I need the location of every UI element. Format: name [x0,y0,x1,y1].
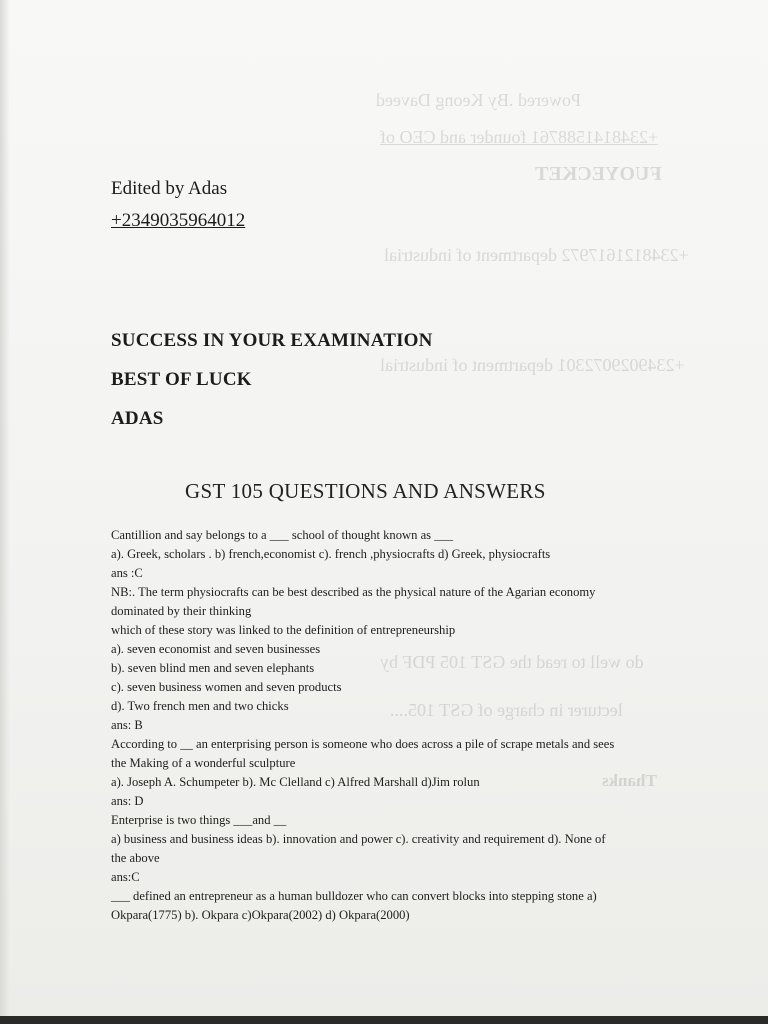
answer-option: c). seven business women and seven products [111,680,342,694]
question-text: Cantillion and say belongs to a ___ school of thought known as ___ [111,528,454,542]
bleed-through-text: +2349029072301 department of industrial [380,355,685,375]
question-text: Enterprise is two things ___and __ [111,813,287,827]
note-text: NB:. The term physiocrafts can be best described as the physical nature of the Agarian economy [111,585,596,599]
editor-block [111,176,245,234]
question-text: ___ defined an entrepreneur as a human bulldozer who can convert blocks into stepping stone a) [111,889,597,903]
bleed-through-text: +2348141588761 founder and CEO of [380,127,659,147]
question-text: According to __ an enterprising person is someone who does across a pile of scrape metals and sees [111,737,615,751]
answer-options: the above [111,851,160,865]
answer-key: ans:C [111,870,140,884]
answer-option: a). seven economist and seven businesses [111,642,321,656]
question-text: the Making of a wonderful sculpture [111,756,296,770]
questions-list [111,526,656,925]
answer-options: Okpara(1775) b). Okpara c)Okpara(2002) d) Okpara(2000) [111,908,410,922]
answer-options: a). Joseph A. Schumpeter b). Mc Clelland c) Alfred Marshall d)Jim rolun [111,775,480,789]
editor-credit: Edited by Adas [111,178,228,199]
bleed-through-text: +2348121617972 department of industrial [384,245,689,265]
editor-phone: +2349035964012 [111,210,246,231]
bleed-through-text: Powered .By Keong Daveed [376,90,581,110]
answer-key: ans: D [111,794,144,808]
answer-options: a) business and business ideas b). innovation and power c). creativity and requirement d). None of [111,832,606,846]
wish-line: SUCCESS IN YOUR EXAMINATION [111,330,433,351]
document-title: GST 105 QUESTIONS AND ANSWERS [185,479,546,503]
wishes-block [111,328,433,445]
wish-line: BEST OF LUCK [111,369,252,390]
answer-option: d). Two french men and two chicks [111,699,289,713]
bleed-through-text: lecturer in charge of GST 105.... [390,700,623,720]
note-text: dominated by their thinking [111,604,252,618]
bleed-through-text: FUOYECKET [535,163,662,185]
question-text: which of these story was linked to the definition of entrepreneurship [111,623,456,637]
page-edge-shadow [0,0,10,1024]
answer-options: a). Greek, scholars . b) french,economist c). french ,physiocrafts d) Greek, physiocrafts [111,547,551,561]
answer-key: ans: B [111,718,143,732]
scan-bottom-edge [0,1016,768,1024]
bleed-through-text: Thanks [602,771,657,790]
answer-option: b). seven blind men and seven elephants [111,661,315,675]
answer-key: ans :C [111,566,143,580]
wish-line: ADAS [111,408,164,429]
bleed-through-text: do well to read the GST 105 PDF by [380,652,644,672]
